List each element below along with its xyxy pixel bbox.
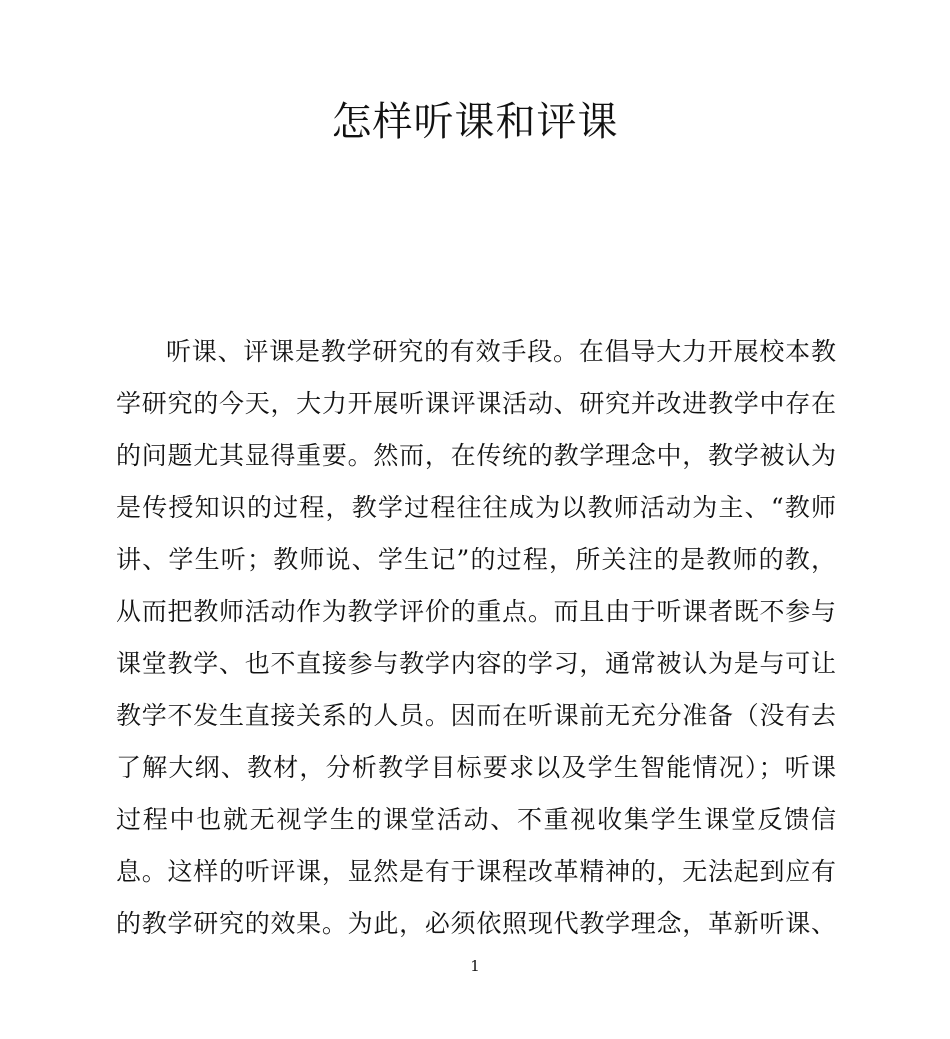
paragraph-line: 课堂教学、也不直接参与教学内容的学习，通常被认为是与可让 bbox=[116, 649, 836, 678]
paragraph-line: 从而把教师活动作为教学评价的重点。而且由于听课者既不参与 bbox=[116, 597, 836, 626]
paragraph-line: 的教学研究的效果。为此，必须依照现代教学理念，革新听课、 bbox=[116, 909, 836, 938]
paragraph-line: 息。这样的听评课，显然是有于课程改革精神的，无法起到应有 bbox=[116, 857, 836, 886]
body-paragraph bbox=[116, 326, 836, 950]
paragraph-line: 教学不发生直接关系的人员。因而在听课前无充分准备（没有去 bbox=[116, 701, 836, 730]
paragraph-line: 是传授知识的过程，教学过程往往成为以教师活动为主、“教师 bbox=[116, 493, 836, 522]
paragraph-line: 过程中也就无视学生的课堂活动、不重视收集学生课堂反馈信 bbox=[116, 805, 836, 834]
paragraph-line: 讲、学生听；教师说、学生记”的过程，所关注的是教师的教， bbox=[116, 545, 836, 574]
document-title: 怎样听课和评课 bbox=[331, 99, 619, 145]
paragraph-line: 了解大纲、教材，分析教学目标要求以及学生智能情况）；听课 bbox=[116, 753, 836, 782]
paragraph-line: 的问题尤其显得重要。然而，在传统的教学理念中，教学被认为 bbox=[116, 441, 836, 470]
paragraph-line: 学研究的今天，大力开展听课评课活动、研究并改进教学中存在 bbox=[116, 389, 836, 418]
page-number: 1 bbox=[470, 957, 480, 975]
paragraph-line: 听课、评课是教学研究的有效手段。在倡导大力开展校本教 bbox=[166, 337, 836, 366]
